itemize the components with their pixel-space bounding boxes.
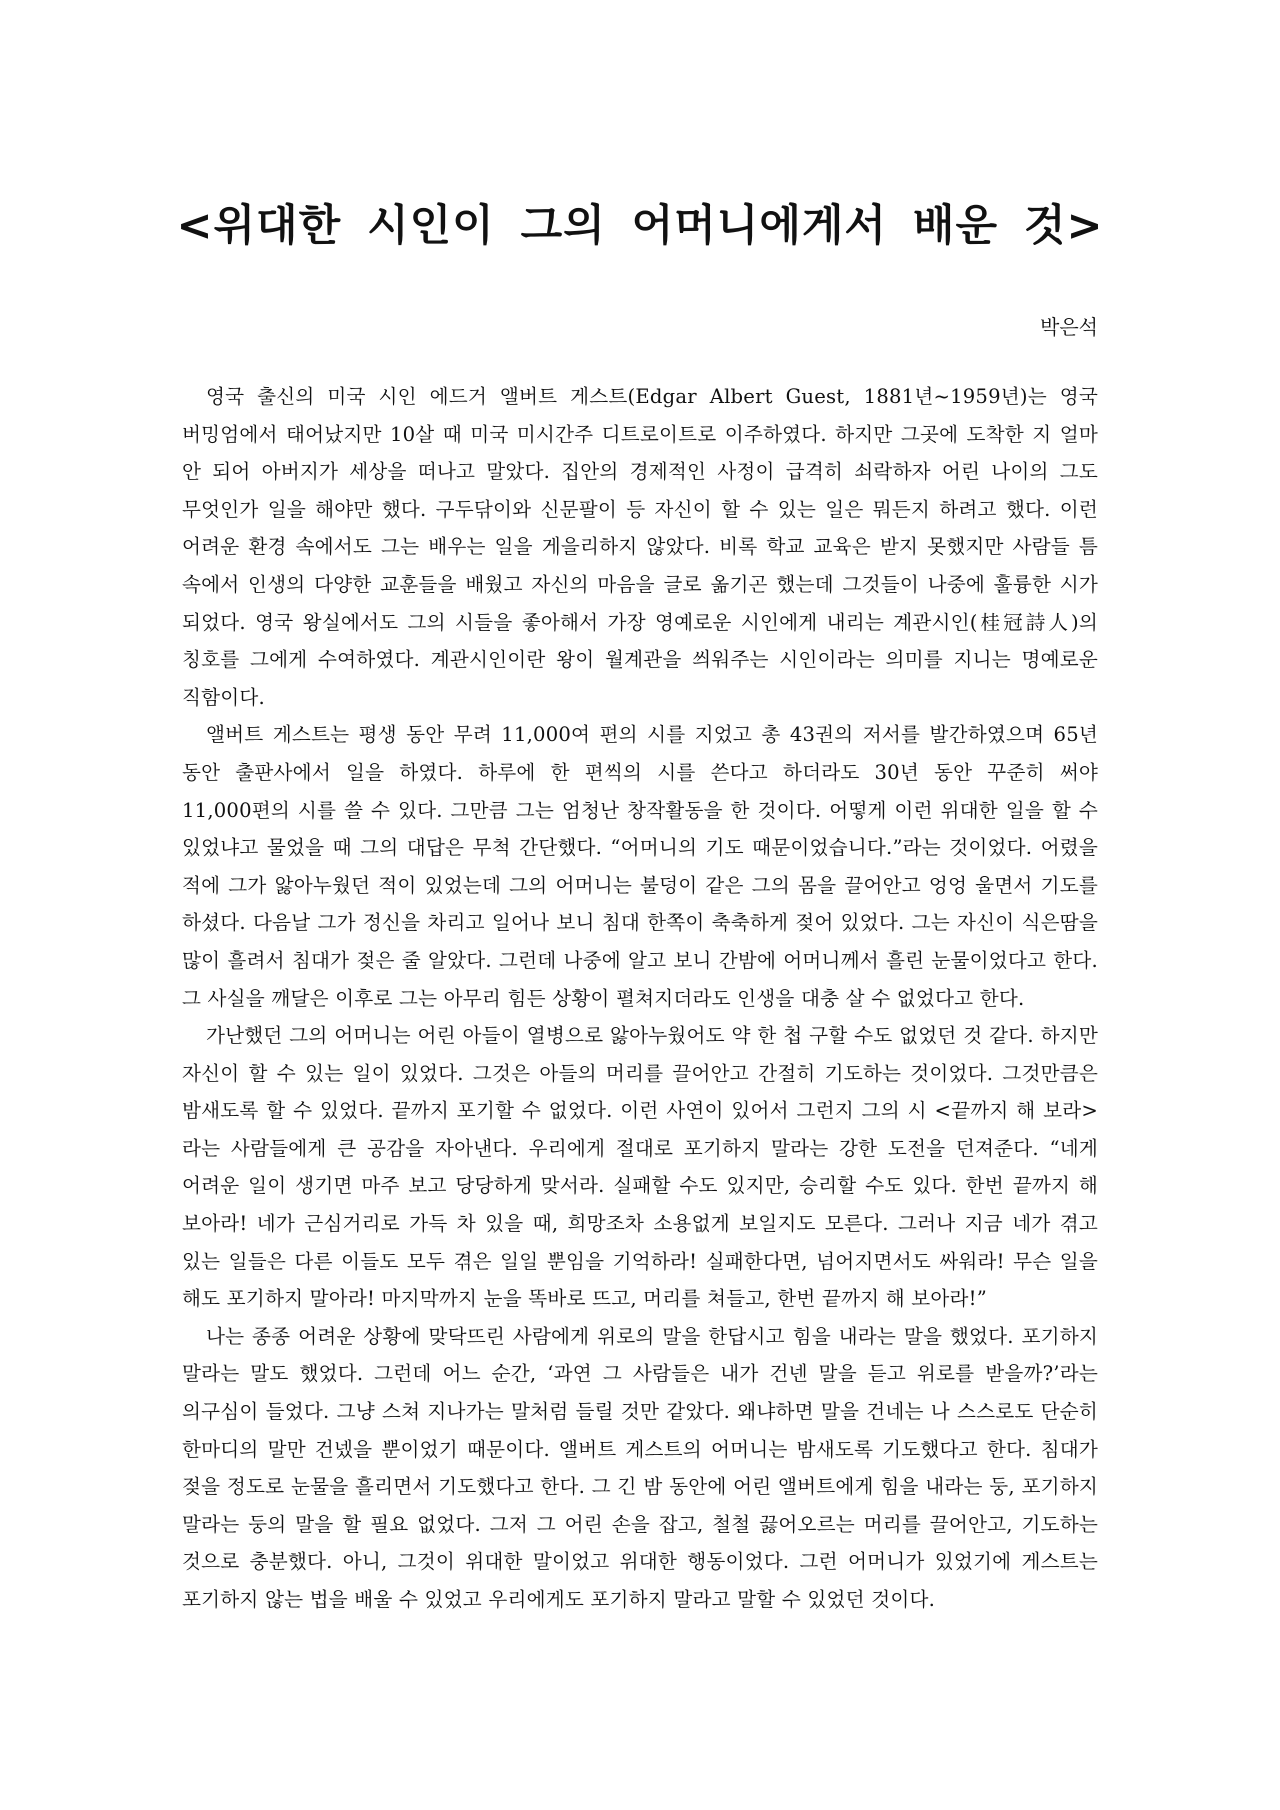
author-name: 박은석 [1040, 315, 1098, 339]
paragraph-4: 나는 종종 어려운 상황에 맞닥뜨린 사람에게 위로의 말을 한답시고 힘을 내라는 말을 했었다. 포기하지 말라는 말도 했었다. 그런데 어느 순간, ‘과연 그 사람들은 내가 건넨 말을 듣고 위로를 받을까?’라는 의구심이 들었다. 그냥 스쳐 지나가는 말처럼 들릴 것만 같았다. 왜냐하면 말을 건네는 나 스스로도 단순히 한마디의 말만 건넸을 뿐이었기 때문이다. 앨버트 게스트의 어머니는 밤새도록 기도했다고 한다. 침대가 젖을 정도로 눈물을 흘리면서 기도했다고 한다. 그 긴 밤 동안에 어린 앨버트에게 힘을 내라는 둥, 포기하지 말라는 둥의 말을 할 필요 없었다. 그저 그 어린 손을 잡고, 철철 끓어오르는 머리를 끌어안고, 기도하는 것으로 충분했다. 아니, 그것이 위대한 말이었고 위대한 행동이었다. 그런 어머니가 있었기에 게스트는 포기하지 않는 법을 배울 수 있었고 우리에게도 포기하지 말라고 말할 수 있었던 것이다. [182, 1324, 1098, 1611]
paragraph-2: 앨버트 게스트는 평생 동안 무려 11,000여 편의 시를 지었고 총 43권의 저서를 발간하였으며 65년 동안 출판사에서 일을 하였다. 하루에 한 편씩의 시를 쓴다고 하더라도 30년 동안 꾸준히 써야 11,000편의 시를 쓸 수 있다. 그만큼 그는 엄청난 창작활동을 한 것이다. 어떻게 이런 위대한 일을 할 수 있었냐고 물었을 때 그의 대답은 무척 간단했다. “어머니의 기도 때문이었습니다.”라는 것이었다. 어렸을 적에 그가 앓아누웠던 적이 있었는데 그의 어머니는 불덩이 같은 그의 몸을 끌어안고 엉엉 울면서 기도를 하셨다. 다음날 그가 정신을 차리고 일어나 보니 침대 한쪽이 축축하게 젖어 있었다. 그는 자신이 식은땀을 많이 흘려서 침대가 젖은 줄 알았다. 그런데 나중에 알고 보니 간밤에 어머니께서 흘린 눈물이었다고 한다. 그 사실을 깨달은 이후로 그는 아무리 힘든 상황이 펼쳐지더라도 인생을 대충 살 수 없었다고 한다. [182, 723, 1098, 1010]
document-body [182, 378, 1098, 1619]
paragraph-1: 영국 출신의 미국 시인 에드거 앨버트 게스트(Edgar Albert Guest, 1881년~1959년)는 영국 버밍엄에서 태어났지만 10살 때 미국 미시간주 디트로이트로 이주하였다. 하지만 그곳에 도착한 지 얼마 안 되어 아버지가 세상을 떠나고 말았다. 집안의 경제적인 사정이 급격히 쇠락하자 어린 나이의 그도 무엇인가 일을 해야만 했다. 구두닦이와 신문팔이 등 자신이 할 수 있는 일은 뭐든지 하려고 했다. 이런 어려운 환경 속에서도 그는 배우는 일을 게을리하지 않았다. 비록 학교 교육은 받지 못했지만 사람들 틈 속에서 인생의 다양한 교훈들을 배웠고 자신의 마음을 글로 옮기곤 했는데 그것들이 나중에 훌륭한 시가 되었다. 영국 왕실에서도 그의 시들을 좋아해서 가장 영예로운 시인에게 내리는 계관시인(桂冠詩人)의 칭호를 그에게 수여하였다. 계관시인이란 왕이 월계관을 씌워주는 시인이라는 의미를 지니는 명예로운 직함이다. [182, 385, 1098, 709]
paragraph-3: 가난했던 그의 어머니는 어린 아들이 열병으로 앓아누웠어도 약 한 첩 구할 수도 없었던 것 같다. 하지만 자신이 할 수 있는 일이 있었다. 그것은 아들의 머리를 끌어안고 간절히 기도하는 것이었다. 그것만큼은 밤새도록 할 수 있었다. 끝까지 포기할 수 없었다. 이런 사연이 있어서 그런지 그의 시 <끝까지 해 보라>라는 사람들에게 큰 공감을 자아낸다. 우리에게 절대로 포기하지 말라는 강한 도전을 던져준다. “네게 어려운 일이 생기면 마주 보고 당당하게 맞서라. 실패할 수도 있지만, 승리할 수도 있다. 한번 끝까지 해 보아라! 네가 근심거리로 가득 차 있을 때, 희망조차 소용없게 보일지도 모른다. 그러나 지금 네가 겪고 있는 일들은 다른 이들도 모두 겪은 일일 뿐임을 기억하라! 실패한다면, 넘어지면서도 싸워라! 무슨 일을 해도 포기하지 말아라! 마지막까지 눈을 똑바로 뜨고, 머리를 쳐들고, 한번 끝까지 해 보아라!” [182, 1024, 1098, 1311]
document-title: <위대한 시인이 그의 어머니에게서 배운 것> [176, 201, 1104, 251]
